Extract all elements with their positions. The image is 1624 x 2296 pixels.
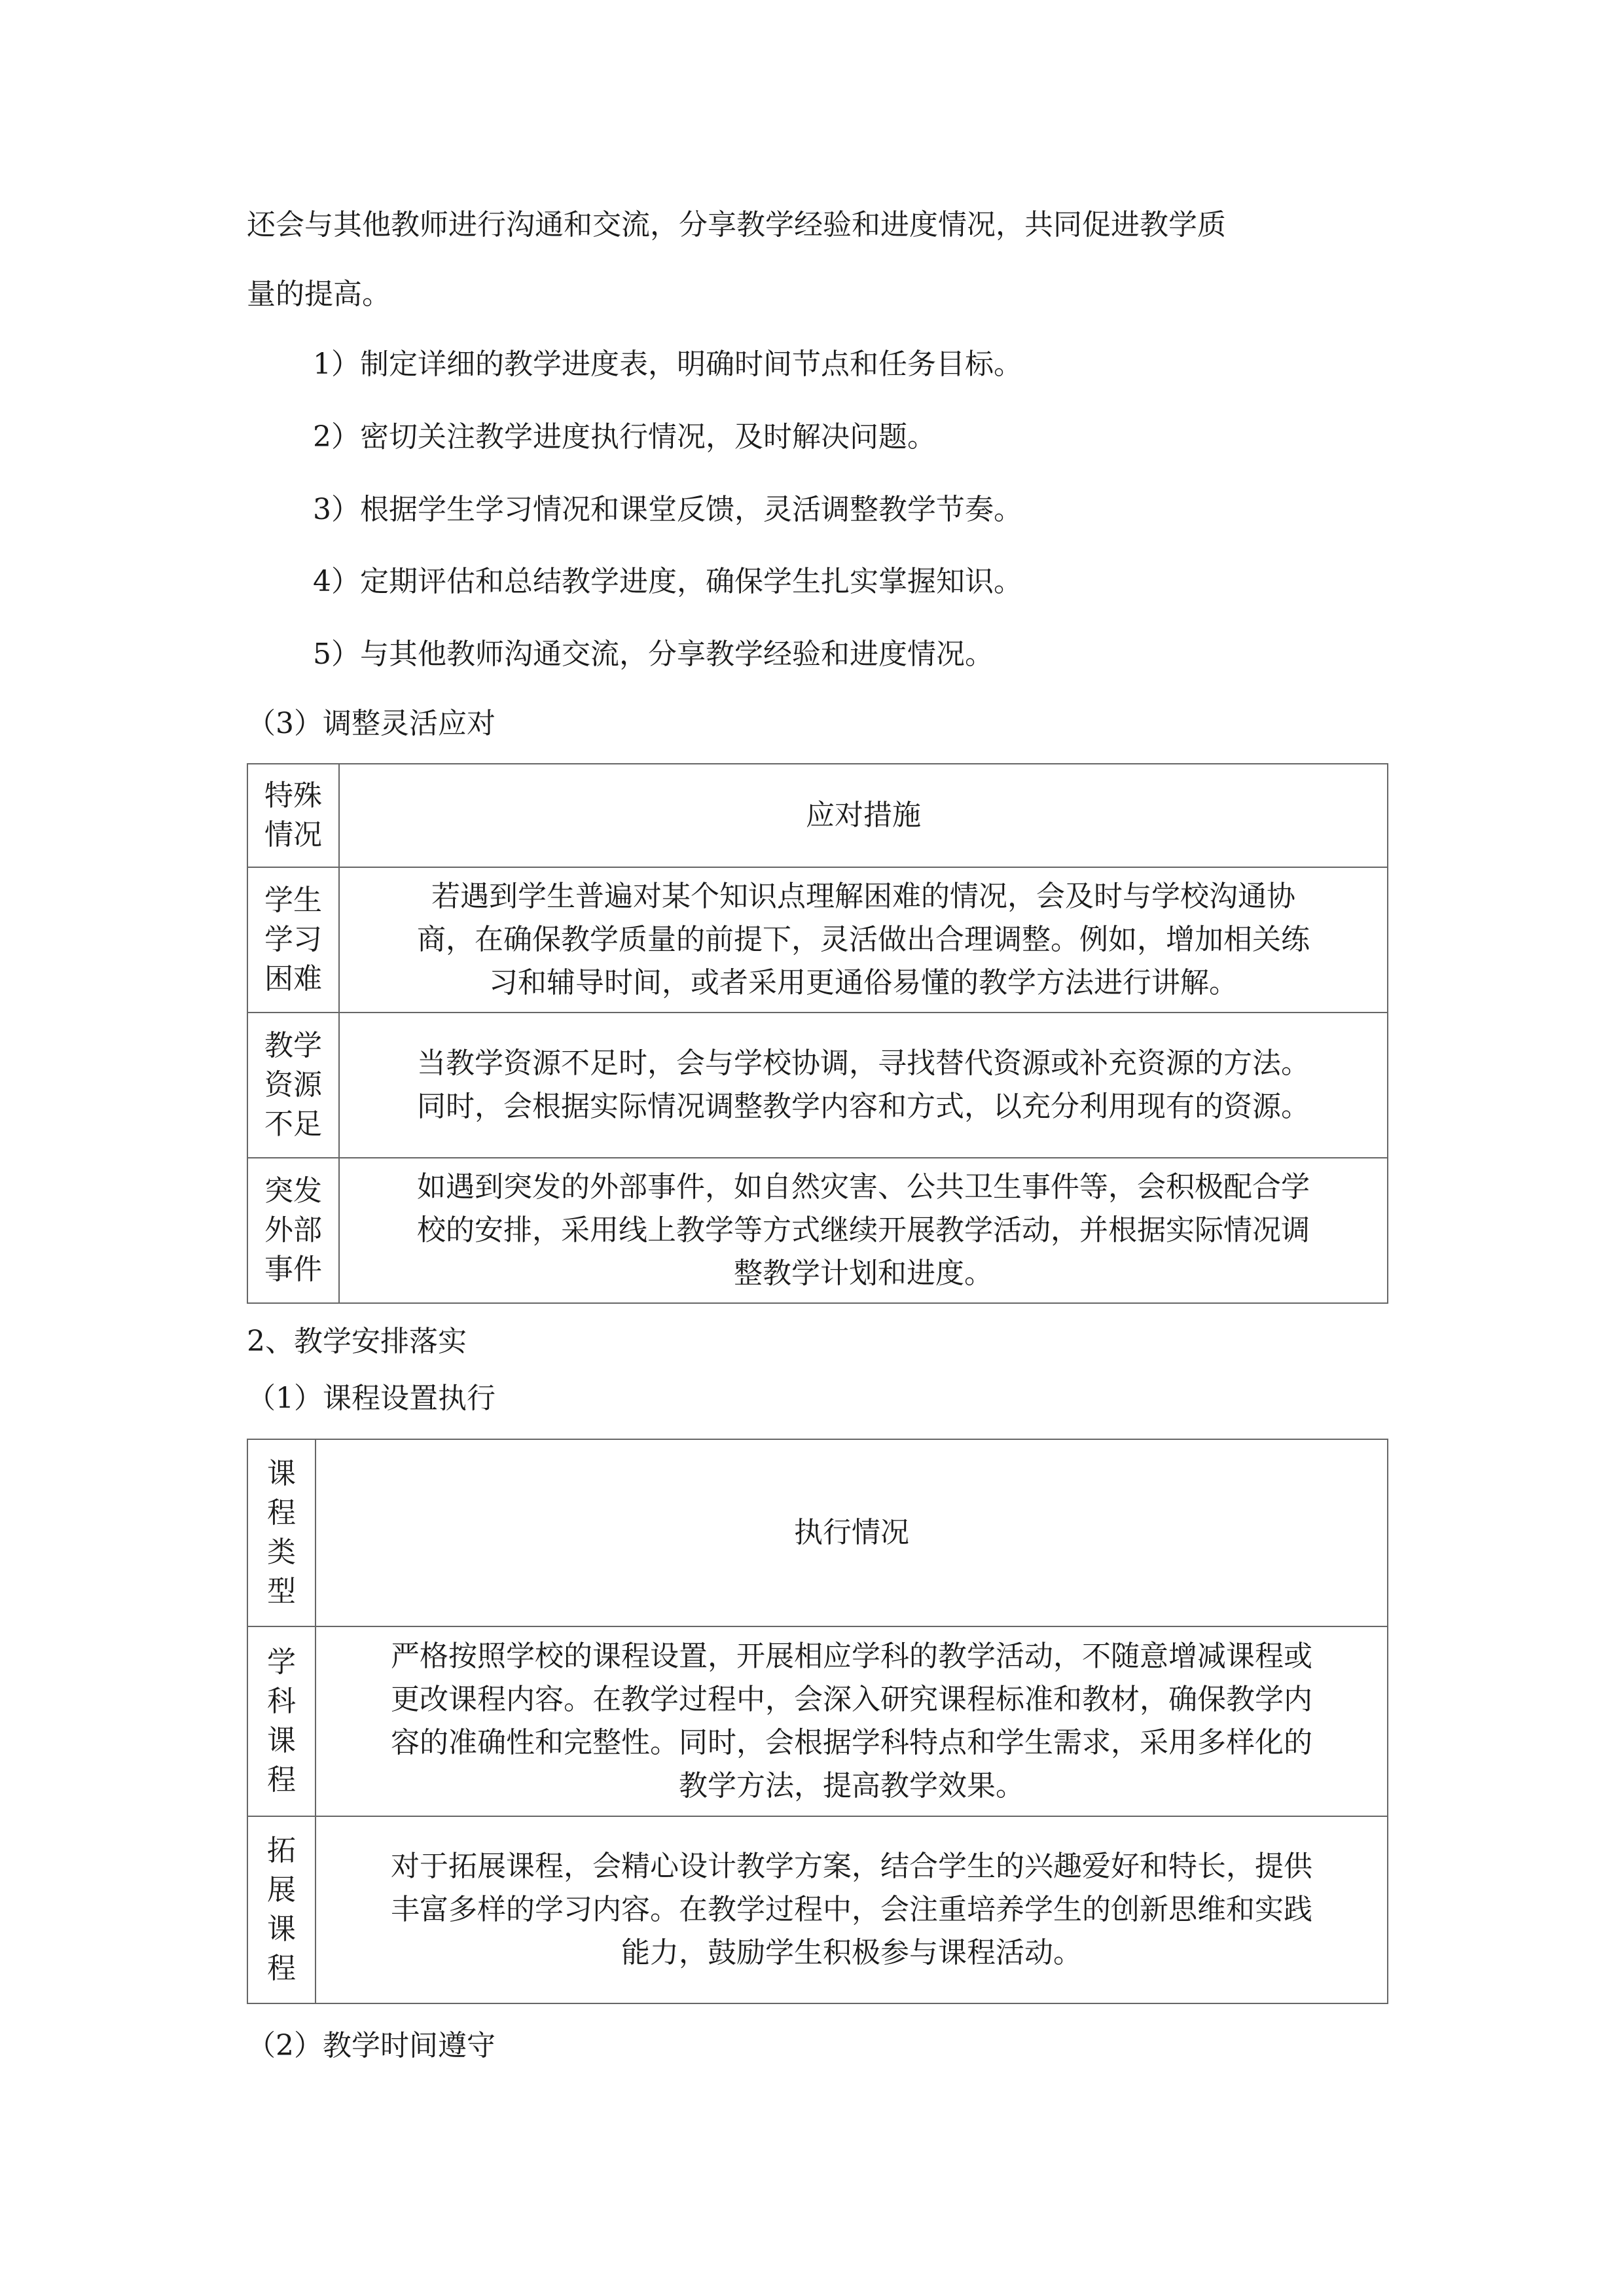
label-line: 课 [267,1457,296,1490]
label-line: 资源 [264,1068,322,1102]
measure-item-3: 3）根据学生学习情况和课堂反馈，灵活调整教学节奏。 [313,493,1022,526]
label-line: 程 [267,1763,296,1797]
table-row [247,1816,1388,2003]
header-label-cell [247,1439,316,1626]
content-line: 同时，会根据实际情况调整教学内容和方式，以充分利用现有的资源。 [417,1090,1310,1123]
label-line: 展 [267,1873,296,1907]
measure-item-2: 2）密切关注教学进度执行情况，及时解决问题。 [313,420,936,454]
intro-line-2: 量的提高。 [247,278,391,311]
row-label-cell [247,1158,339,1303]
header-content-cell: 执行情况 [316,1439,1388,1626]
course-table [247,1439,1388,2004]
measure-item-5: 5）与其他教师沟通交流，分享教学经验和进度情况。 [313,637,994,671]
table-row [247,867,1388,1013]
content-line: 校的安排，采用线上教学等方式继续开展教学活动，并根据实际情况调 [417,1213,1310,1247]
row-label-cell [247,1013,339,1158]
label-line: 类 [267,1535,296,1569]
content-line: 如遇到突发的外部事件，如自然灾害、公共卫生事件等，会积极配合学 [417,1170,1310,1204]
label-line: 程 [267,1952,296,1985]
section-heading-course: （1）课程设置执行 [247,1382,496,1415]
content-line: 习和辅导时间，或者采用更通俗易懂的教学方法进行讲解。 [489,966,1238,999]
content-line: 能力，鼓励学生积极参与课程活动。 [621,1936,1082,1969]
label-line: 拓 [267,1834,296,1867]
header-content-cell: 应对措施 [339,764,1388,867]
label-line: 科 [267,1685,296,1718]
row-content-cell [339,1158,1388,1303]
label-line: 特殊 [264,779,322,812]
label-line: 外部 [264,1213,322,1247]
content-line: 教学方法，提高教学效果。 [679,1769,1024,1803]
content-line: 对于拓展课程，会精心设计教学方案，结合学生的兴趣爱好和特长，提供 [391,1850,1312,1883]
section-heading-time: （2）教学时间遵守 [247,2029,496,2062]
table-header-row [247,1439,1388,1626]
table-row [247,1158,1388,1303]
label-line: 教学 [264,1029,322,1062]
intro-line-1: 还会与其他教师进行沟通和交流，分享教学经验和进度情况，共同促进教学质 [247,208,1226,242]
content-line: 若遇到学生普遍对某个知识点理解困难的情况，会及时与学校沟通协 [431,880,1295,913]
content-line: 当教学资源不足时，会与学校协调，寻找替代资源或补充资源的方法。 [417,1047,1310,1080]
content-line: 更改课程内容。在教学过程中，会深入研究课程标准和教材，确保教学内 [391,1683,1312,1716]
content-line: 丰富多样的学习内容。在教学过程中，会注重培养学生的创新思维和实践 [391,1893,1312,1926]
header-label-cell [247,764,339,867]
label-line: 困难 [264,962,322,996]
row-content-cell [316,1816,1388,2003]
row-label-cell [247,867,339,1013]
row-label-cell [247,1816,316,2003]
section-heading-arrange: 2、教学安排落实 [247,1325,467,1358]
row-content-cell [316,1626,1388,1816]
measure-item-1: 1）制定详细的教学进度表，明确时间节点和任务目标。 [313,348,1022,381]
label-line: 突发 [264,1174,322,1208]
row-content-cell [339,1013,1388,1158]
table-row [247,1626,1388,1816]
label-line: 课 [267,1724,296,1757]
row-label-cell [247,1626,316,1816]
row-content-cell [339,867,1388,1013]
label-line: 事件 [264,1253,322,1286]
label-line: 型 [267,1575,296,1608]
table-header-row [247,764,1388,867]
measure-item-4: 4）定期评估和总结教学进度，确保学生扎实掌握知识。 [313,565,1022,598]
adjustment-table [247,763,1388,1304]
label-line: 课 [267,1912,296,1946]
content-line: 整教学计划和进度。 [734,1257,993,1290]
label-line: 情况 [264,818,322,852]
table-row [247,1013,1388,1158]
content-line: 容的准确性和完整性。同时，会根据学科特点和学生需求，采用多样化的 [391,1726,1312,1759]
label-line: 学 [267,1645,296,1679]
label-line: 程 [267,1496,296,1530]
label-line: 学生 [264,884,322,917]
content-line: 严格按照学校的课程设置，开展相应学科的教学活动，不随意增减课程或 [391,1640,1312,1673]
label-line: 不足 [264,1107,322,1141]
label-line: 学习 [264,923,322,956]
content-line: 商，在确保教学质量的前提下，灵活做出合理调整。例如，增加相关练 [417,923,1310,956]
section-heading-adjust: （3）调整灵活应对 [247,707,496,740]
